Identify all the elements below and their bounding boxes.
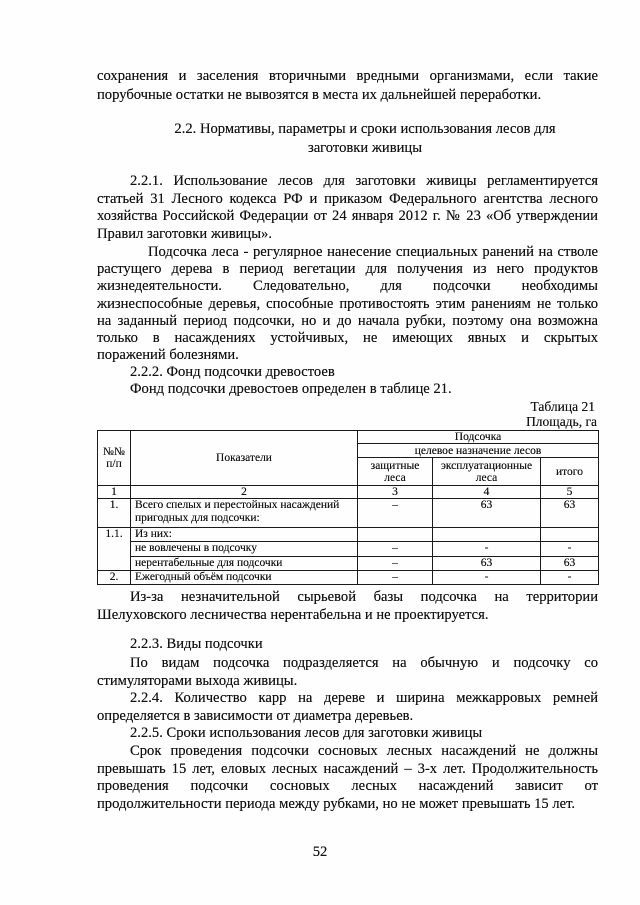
text-line: 2.2.2. Фонд подсочки древостоев: [130, 364, 335, 380]
total-value-cell: 63: [541, 557, 599, 571]
table-header-row: [98, 431, 599, 444]
text-line: на заданный период подсочки, но и до начала рубки, поэтому она возможна: [97, 312, 598, 329]
header-protective-cell: [358, 458, 433, 486]
empty-cell: [358, 528, 433, 542]
text-line: Правил заготовки живицы».: [97, 225, 272, 242]
table-row: [98, 542, 599, 557]
row-label-cell: Из них:: [131, 528, 358, 542]
column-number-cell: 4: [433, 486, 541, 499]
text-line: жизнедеятельности. Следовательно, для подсочки необходимы: [97, 278, 598, 295]
exploitable-value-cell: 63: [433, 557, 541, 571]
protective-value-cell: –: [358, 542, 433, 557]
header-purpose-cell: целевое назначение лесов: [358, 444, 599, 458]
header-line: леса: [384, 471, 406, 484]
paragraph-tapping-definition: [97, 244, 598, 364]
heading-line: 2.2. Нормативы, параметры и сроки использования лесов для: [174, 121, 556, 137]
row-num-cell: 1.: [98, 499, 131, 528]
text-line: Шелуховского лесничества нерентабельна и не проектируется.: [97, 607, 489, 623]
text-line: Срок проведения подсочки сосновых лесных насаждений не должны: [130, 743, 598, 759]
section-heading: [133, 120, 597, 158]
text-line: 2.2.4. Количество карр на дереве и ширина межкарровых ремней: [130, 690, 598, 706]
empty-cell: [433, 528, 541, 542]
text-line: По видам подсочка подразделяется на обычную и подсочку со: [130, 655, 598, 671]
paragraph-conclusion: [97, 588, 598, 624]
text-line: Подсочка леса - регулярное нанесение специальных ранений на стволе: [148, 244, 598, 260]
table-row: [98, 499, 599, 528]
header-tapping-cell: Подсочка: [358, 431, 599, 444]
protective-value-cell: –: [358, 499, 433, 528]
text-line: Из-за незначительной сырьевой базы подсочка на территории: [130, 589, 598, 605]
header-line: леса: [475, 471, 498, 484]
header-total-cell: итого: [541, 458, 599, 486]
header-num-cell: [98, 431, 131, 486]
heading-line: заготовки живицы: [307, 140, 423, 156]
text-line: растущего дерева в период вегетации для получения из него продуктов: [97, 261, 598, 278]
exploitable-value-cell: -: [433, 542, 541, 557]
text-line: продолжительности периода между рубками, но не может превышать 15 лет.: [97, 796, 576, 813]
total-value-cell: 63: [541, 499, 599, 528]
text-line: 2.2.5. Сроки использования лесов для заготовки живицы: [130, 725, 483, 741]
paragraph-fund: [97, 381, 598, 399]
text-line: порубочные остатки не вывозятся в места их дальнейшей переработки.: [97, 87, 542, 103]
total-value-cell: -: [541, 542, 599, 557]
paragraph-2-2-1: [97, 173, 598, 243]
empty-cell: [541, 528, 599, 542]
text-line: проведения подсочки сосновых лесных насаждений зависит от: [97, 778, 598, 795]
protective-value-cell: –: [358, 557, 433, 571]
text-line: поражений болезнями.: [97, 347, 239, 364]
subsection-title-2-2-3: [97, 636, 598, 654]
row-label-cell: Ежегодный объём подсочки: [131, 571, 358, 585]
row-num-cell: 2.: [98, 571, 131, 585]
text-line: стимуляторами выхода живицы.: [97, 673, 298, 689]
text-line: хозяйства Российской Федерации от 24 января 2012 г. № 23 «Об утверждении: [97, 208, 598, 225]
row-label-cell: нерентабельные для подсочки: [131, 557, 358, 571]
header-num-line: №№: [103, 445, 125, 458]
table-unit: Площадь, га: [526, 414, 597, 429]
row-num-cell: 1.1.: [98, 528, 131, 571]
column-number-row: [98, 486, 599, 499]
paragraph-continuation: [97, 67, 598, 105]
text-line: 2.2.3. Виды подсочки: [130, 636, 263, 652]
text-line: только в насаждениях устойчивых, не имеющих явных и скрытых: [97, 330, 598, 347]
column-number-cell: 1: [98, 486, 131, 499]
row-label-line: Всего спелых и перестойных насаждений: [135, 499, 340, 512]
text-line: определяется в зависимости от диаметра деревьев.: [97, 707, 414, 724]
subsection-title-2-2-5: [97, 725, 598, 743]
paragraph-tapping-types: [97, 654, 598, 690]
header-line: защитные: [370, 459, 420, 472]
column-number-cell: 5: [541, 486, 599, 499]
header-num-line: п/п: [106, 458, 122, 471]
row-label-cell: [131, 499, 358, 528]
total-value-cell: -: [541, 571, 599, 585]
table-row: [98, 557, 599, 571]
text-line: Фонд подсочки древостоев определен в таблице 21.: [130, 381, 452, 397]
table-row: [98, 571, 599, 585]
exploitable-value-cell: -: [433, 571, 541, 585]
table-caption: Таблица 21: [530, 399, 595, 414]
header-indicator-cell: Показатели: [131, 431, 358, 486]
text-line: статьей 31 Лесного кодекса РФ и приказом Федерального агентства лесного: [97, 190, 598, 207]
text-line: сохранения и заселения вторичными вредными организмами, если такие: [97, 68, 598, 84]
text-line: жизнеспособные деревья, способные противостоять этим ранениям не только: [97, 295, 598, 312]
row-label-line: пригодных для подсочки:: [135, 511, 260, 524]
paragraph-2-2-4: [97, 690, 598, 725]
header-exploitable-cell: [433, 458, 541, 486]
paragraph-terms: [97, 743, 598, 814]
column-number-cell: 2: [131, 486, 358, 499]
subsection-title-2-2-2: [97, 364, 598, 382]
header-line: эксплуатационные: [440, 459, 533, 472]
text-line: превышать 15 лет, еловых лесных насаждений – 3-х лет. Продолжительность: [97, 760, 598, 777]
row-label-cell: не вовлечены в подсочку: [131, 542, 358, 557]
table-row: [98, 528, 599, 542]
table-21: [97, 430, 599, 585]
protective-value-cell: –: [358, 571, 433, 585]
text-line: 2.2.1. Использование лесов для заготовки живицы регламентируется: [130, 173, 598, 189]
page-number: 52: [312, 844, 328, 860]
column-number-cell: 3: [358, 486, 433, 499]
exploitable-value-cell: 63: [433, 499, 541, 528]
